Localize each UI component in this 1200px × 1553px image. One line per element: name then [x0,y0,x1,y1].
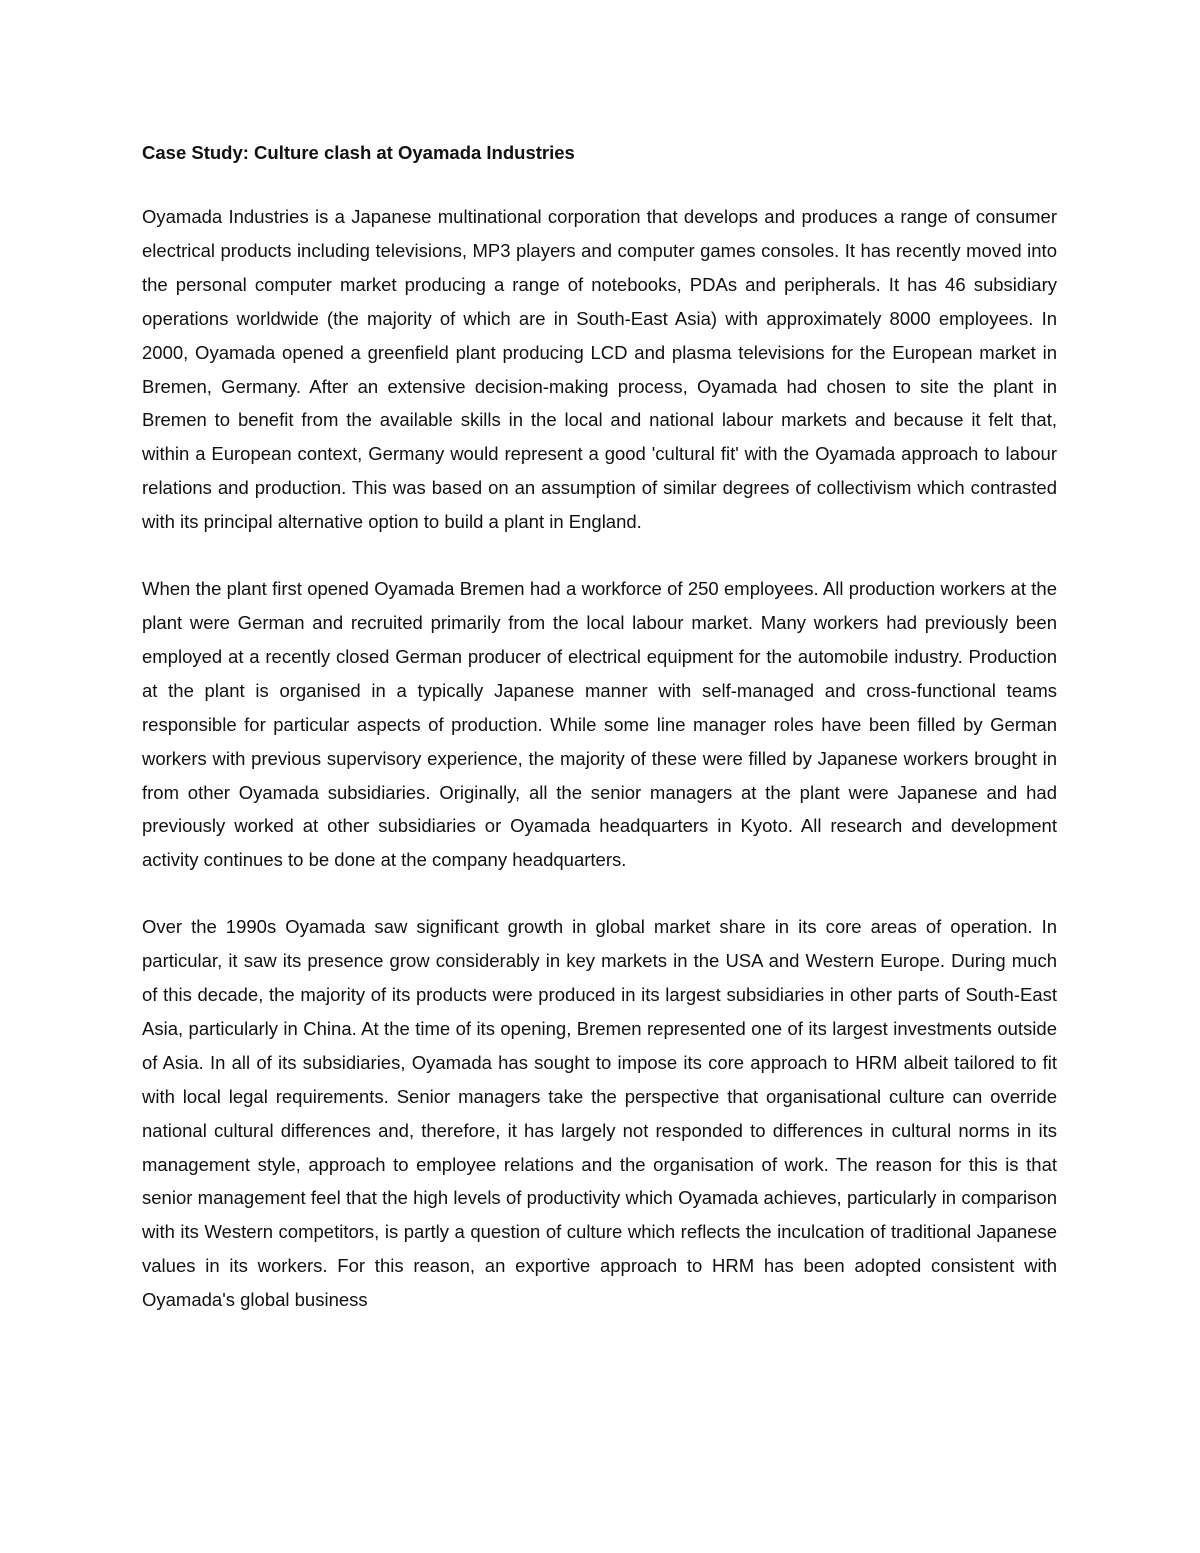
paragraph-growth: Over the 1990s Oyamada saw significant growth in global market share in its core areas of operation. In particular, it saw its presence grow considerably in key markets in the USA and Western Europe. During much of this decade, the majority of its products were produced in its largest subsidiaries in other parts of South-East Asia, particularly in China. At the time of its opening, Bremen represented one of its largest investments outside of Asia. In all of its subsidiaries, Oyamada has sought to impose its core approach to HRM albeit tailored to fit with local legal requirements. Senior managers take the perspective that organisational culture can override national cultural differences and, therefore, it has largely not responded to differences in cultural norms in its management style, approach to employee relations and the organisation of work. The reason for this is that senior management feel that the high levels of productivity which Oyamada achieves, particularly in comparison with its Western competitors, is partly a question of culture which reflects the inculcation of traditional Japanese values in its workers. For this reason, an exportive approach to HRM has been adopted consistent with Oyamada's global business [142,916,1057,1311]
document-title: Case Study: Culture clash at Oyamada Industries [142,142,575,163]
paragraph-bremen-plant: When the plant first opened Oyamada Bremen had a workforce of 250 employees. All production workers at the plant were German and recruited primarily from the local labour market. Many workers had previously been employed at a recently closed German producer of electrical equipment for the automobile industry. Production at the plant is organised in a typically Japanese manner with self-managed and cross-functional teams responsible for particular aspects of production. While some line manager roles have been filled by German workers with previous supervisory experience, the majority of these were filled by Japanese workers brought in from other Oyamada subsidiaries. Originally, all the senior managers at the plant were Japanese and had previously worked at other subsidiaries or Oyamada headquarters in Kyoto. All research and development activity continues to be done at the company headquarters. [142,578,1057,871]
document-body [142,138,1057,1317]
paragraph-intro: Oyamada Industries is a Japanese multinational corporation that develops and produces a range of consumer electrical products including televisions, MP3 players and computer games consoles. It has recently moved into the personal computer market producing a range of notebooks, PDAs and peripherals. It has 46 subsidiary operations worldwide (the majority of which are in South-East Asia) with approximately 8000 employees. In 2000, Oyamada opened a greenfield plant producing LCD and plasma televisions for the European market in Bremen, Germany. After an extensive decision-making process, Oyamada had chosen to site the plant in Bremen to benefit from the available skills in the local and national labour markets and because it felt that, within a European context, Germany would represent a good 'cultural fit' with the Oyamada approach to labour relations and production. This was based on an assumption of similar degrees of collectivism which contrasted with its principal alternative option to build a plant in England. [142,206,1057,533]
